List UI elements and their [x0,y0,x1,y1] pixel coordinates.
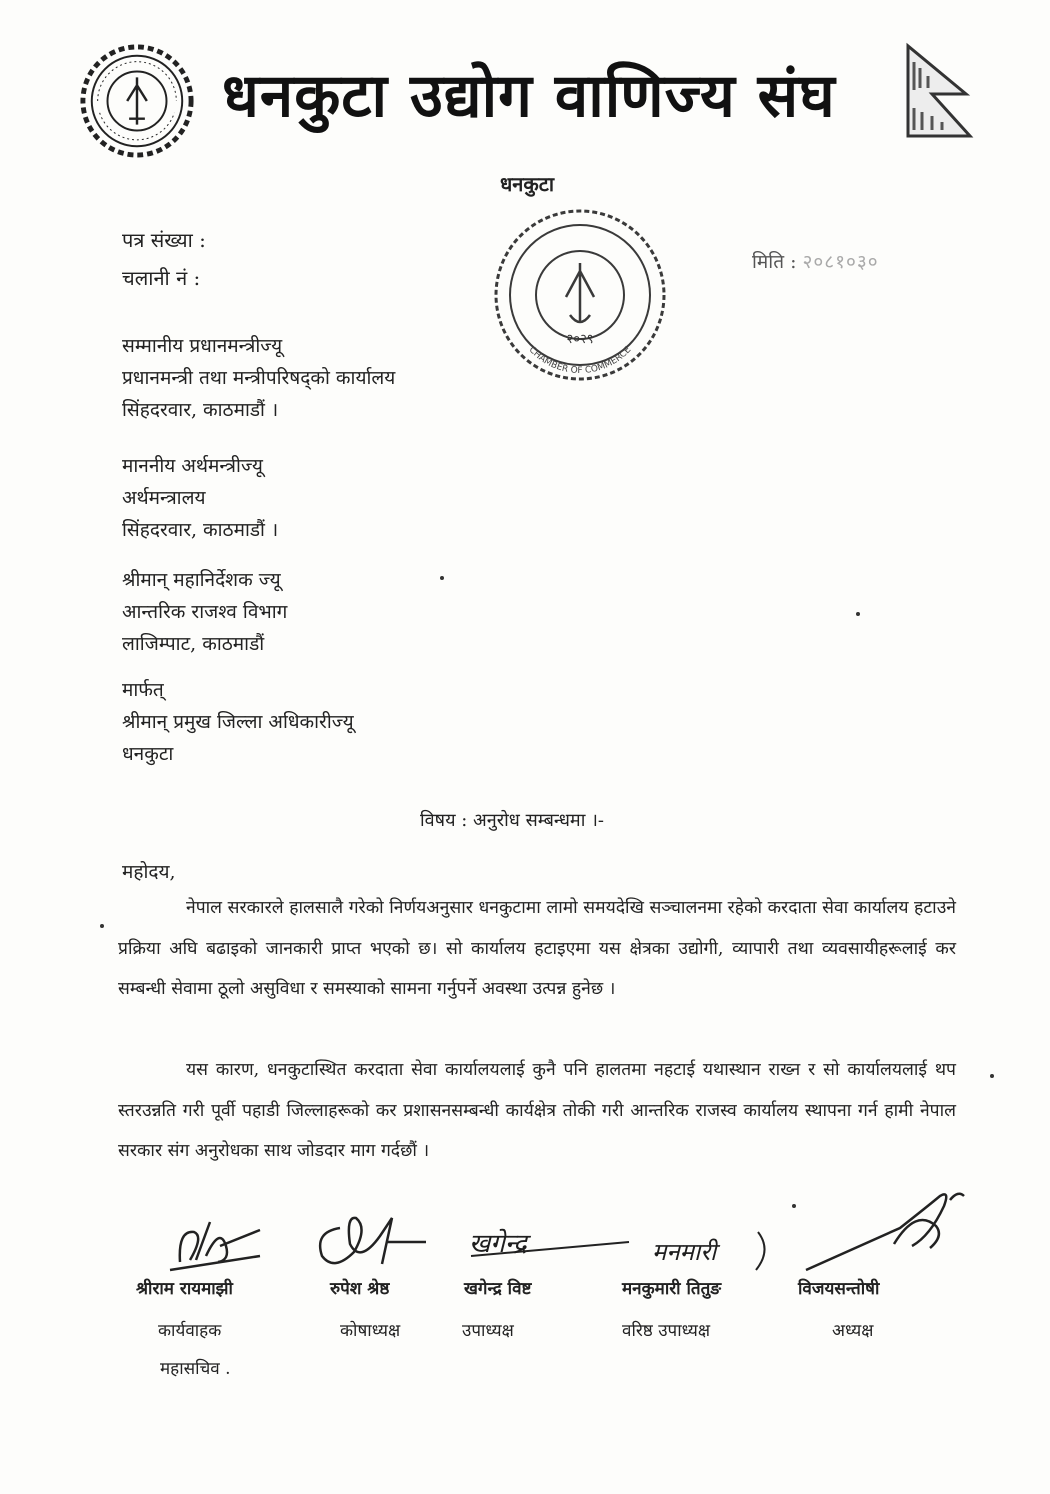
date-line [752,248,879,274]
signatory-role-1: कार्यवाहक [158,1321,222,1341]
signatory-role-3: उपाध्यक्ष [462,1321,514,1341]
signature-3 [465,1222,635,1268]
recipient-block-via-cdo [122,674,354,770]
date-value: २०८१०३० [802,251,879,273]
scan-speck [440,576,444,580]
body-paragraph-2: यस कारण, धनकुटास्थित करदाता सेवा कार्यालयलाई कुनै पनि हालतमा नहटाई यथास्थान राख्न र सो कार्यालयलाई थप स्तरउन्नति गरी पूर्वी पहाडी जिल्लाहरूको कर प्रशासनसम्बन्धी कार्यक्षेत्र तोकी गरी आन्तरिक राजस्व कार्यालय स्थापना गर्न हामी नेपाल सरकार संग अनुरोधका साथ जोडदार माग गर्दछौं । [118,1060,956,1161]
address-line: माननीय अर्थमन्त्रीज्यू [122,455,263,477]
signature-2 [310,1208,430,1278]
signature-1 [160,1216,270,1280]
signatory-role-1b: महासचिव . [160,1359,231,1379]
org-location: धनकुटा [500,172,555,196]
address-line: मार्फत् [122,679,164,701]
signature-3-text: खगेन्द्र [469,1229,527,1259]
address-line: आन्तरिक राजश्व विभाग [122,601,288,623]
signatory-name-4: मनकुमारी तितुङ [622,1279,722,1299]
address-line: सिंहदरवार, काठमाडौं । [122,399,279,421]
signatory-name-1: श्रीराम रायमाझी [136,1279,233,1299]
recipient-block-ird [122,564,287,660]
address-line: श्रीमान् प्रमुख जिल्ला अधिकारीज्यू [122,711,354,733]
signature-4-text: मनमारी [652,1238,717,1266]
address-line: लाजिम्पाट, काठमाडौं [122,633,265,655]
date-label: मिति : [752,251,797,273]
scan-speck [100,924,104,928]
recipient-block-finance [122,450,278,546]
scan-speck [856,612,860,616]
subject-line: विषय : अनुरोध सम्बन्धमा ।- [420,810,604,831]
body-paragraph-1: नेपाल सरकारले हालसालै गरेको निर्णयअनुसार धनकुटामा लामो समयदेखि सञ्चालनमा रहेको करदाता सेवा कार्यालय हटाउने प्रक्रिया अघि बढाइको जानकारी प्राप्त भएको छ। सो कार्यालय हटाइएमा यस क्षेत्रका उद्योगी, व्यापारी तथा व्यवसायीहरूलाई कर सम्बन्धी सेवामा ठूलो असुविधा र समस्याको सामना गर्नुपर्ने अवस्था उत्पन्न हुनेछ । [118,898,956,999]
address-line: श्रीमान् महानिर्देशक ज्यू [122,569,281,591]
address-line: प्रधानमन्त्री तथा मन्त्रीपरिषद्को कार्यालय [122,367,396,389]
signatory-name-3: खगेन्द्र विष्ट [464,1279,532,1299]
nepal-flag-icon [900,42,976,138]
seal-year: २०२९ [566,332,594,347]
address-line: सिंहदरवार, काठमाडौं । [122,519,279,541]
scan-speck [792,1204,796,1208]
signature-4 [648,1226,778,1276]
official-seal [490,205,670,385]
salutation: महोदय, [122,861,176,883]
address-line: सम्मानीय प्रधानमन्त्रीज्यू [122,335,283,357]
recipient-block-pm [122,330,395,426]
signatory-name-2: रुपेश श्रेष्ठ [330,1279,390,1299]
dispatch-number-label: चलानी नं : [122,266,201,290]
org-logo-left [78,42,196,160]
signature-5 [800,1186,970,1278]
address-line: अर्थमन्त्रालय [122,487,206,509]
signatory-name-5: विजयसन्तोषी [798,1279,880,1299]
scan-speck [990,1074,994,1078]
letter-number-label: पत्र संख्या : [122,228,206,252]
address-line: धनकुटा [122,743,174,765]
seal-rim-text: CHAMBER OF COMMERCE [526,345,634,377]
signatory-role-4: वरिष्ठ उपाध्यक्ष [622,1321,711,1341]
signatory-role-5: अध्यक्ष [832,1321,874,1341]
org-name-heading: धनकुटा उद्योग वाणिज्य संघ [222,61,836,131]
signatory-role-2: कोषाध्यक्ष [340,1321,401,1341]
